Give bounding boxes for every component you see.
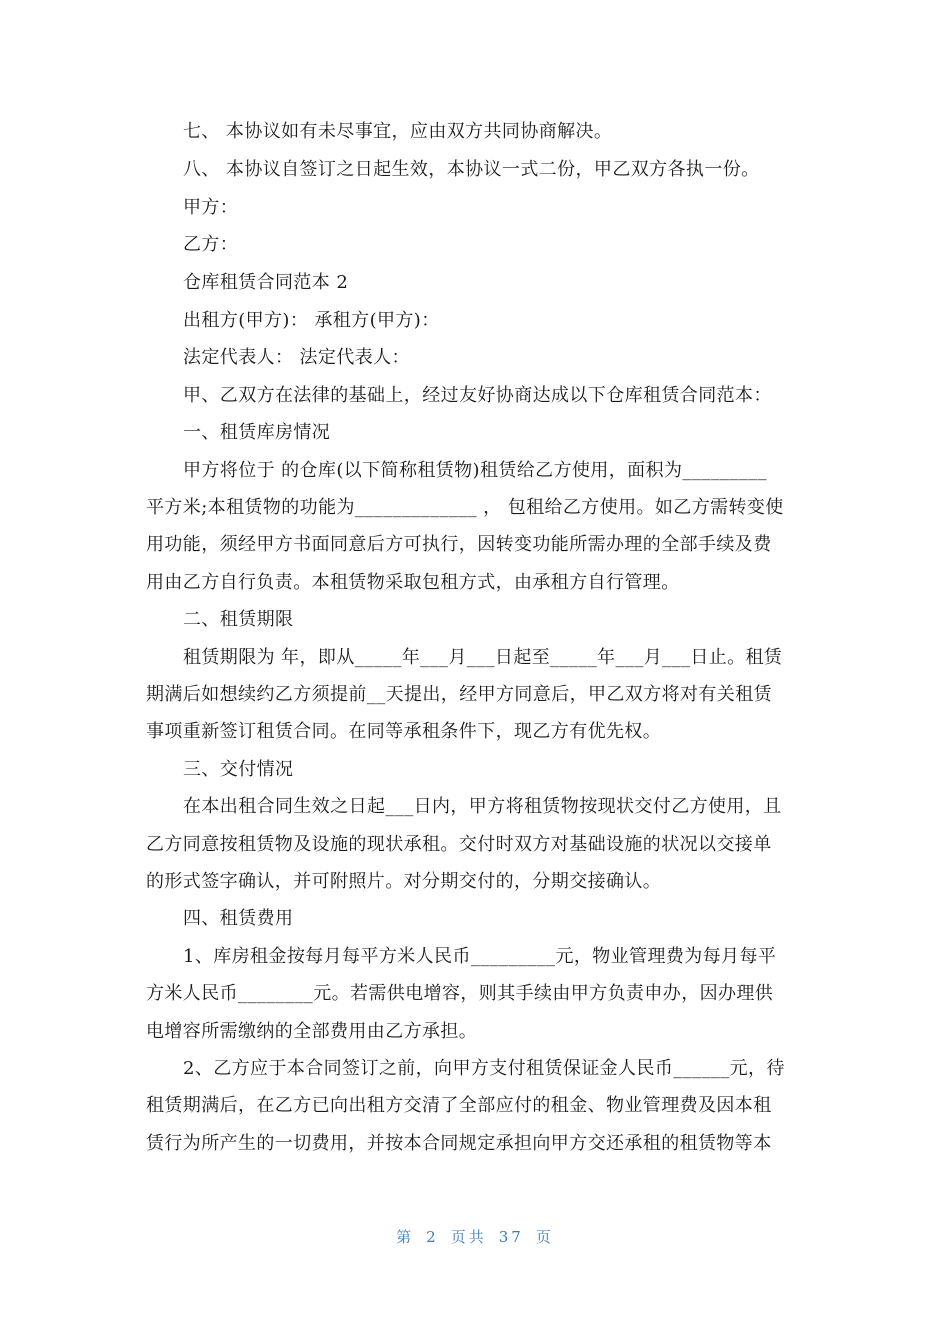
- paragraph-line: 电增容所需缴纳的全部费用由乙方承担。: [146, 1021, 478, 1042]
- heading-4: 四、租赁费用: [183, 908, 294, 929]
- paragraph-line: 方米人民币________元。若需供电增容，则其手续由甲方负责申办，因办理供: [146, 983, 774, 1004]
- paragraph-line: 乙方同意按租赁物及设施的现状承租。交付时双方对基础设施的状况以交接单: [146, 834, 772, 855]
- paragraph-line: 用功能，须经甲方书面同意后方可执行，因转变功能所需办理的全部手续及费: [146, 534, 772, 555]
- paragraph-line: 事项重新签订租赁合同。在同等承租条件下，现乙方有优先权。: [146, 721, 662, 742]
- footer-prefix: 第: [396, 1228, 415, 1246]
- footer-current-page: 2: [426, 1228, 439, 1246]
- paragraph-line: 用由乙方自行负责。本租赁物采取包租方式，由承租方自行管理。: [146, 572, 680, 593]
- clause-7: 七、 本协议如有未尽事宜，应由双方共同协商解决。: [183, 121, 613, 142]
- paragraph-line: 的形式签字确认，并可附照片。对分期交付的，分期交接确认。: [146, 871, 662, 892]
- paragraph-line: 2、乙方应于本合同签订之前，向甲方支付租赁保证金人民币______元，待: [183, 1058, 785, 1079]
- paragraph-line: 在本出租合同生效之日起___日内，甲方将租赁物按现状交付乙方使用，且: [183, 796, 782, 817]
- footer-total-pages: 37: [498, 1228, 524, 1246]
- paragraph-line: 甲方将位于 的仓库(以下简称租赁物)租赁给乙方使用，面积为_________: [183, 460, 767, 481]
- clause-8: 八、 本协议自签订之日起生效，本协议一式二份，甲乙双方各执一份。: [183, 159, 760, 180]
- party-a-label: 甲方：: [183, 197, 239, 218]
- page-footer: [0, 1226, 950, 1247]
- footer-middle: 页共: [450, 1228, 487, 1246]
- paragraph-line: 期满后如想续约乙方须提前__天提出，经甲方同意后，甲乙双方将对有关租赁: [146, 684, 772, 705]
- party-b-label: 乙方：: [183, 234, 239, 255]
- paragraph-line: 1、库房租金按每月每平方米人民币_________元，物业管理费为每月每平: [183, 946, 777, 967]
- heading-1: 一、租赁库房情况: [183, 422, 331, 443]
- paragraph-line: 租赁期满后，在乙方已向出租方交清了全部应付的租金、物业管理费及因本租: [146, 1095, 772, 1116]
- heading-2: 二、租赁期限: [183, 609, 294, 630]
- heading-3: 三、交付情况: [183, 759, 294, 780]
- legal-rep-line: 法定代表人： 法定代表人：: [183, 347, 410, 368]
- paragraph-line: 赁行为所产生的一切费用，并按本合同规定承担向甲方交还承租的租赁物等本: [146, 1133, 772, 1154]
- preamble: 甲、乙双方在法律的基础上，经过友好协商达成以下仓库租赁合同范本：: [183, 385, 772, 406]
- footer-suffix: 页: [535, 1228, 554, 1246]
- paragraph-line: 平方米;本租赁物的功能为_____________ ， 包租给乙方使用。如乙方需转变使: [146, 497, 784, 518]
- lessor-lessee-line: 出租方(甲方)： 承租方(甲方)：: [183, 310, 440, 331]
- section-title: 仓库租赁合同范本 2: [183, 272, 349, 293]
- paragraph-line: 租赁期限为 年，即从_____年___月___日起至_____年___月___日止。租赁: [183, 647, 783, 668]
